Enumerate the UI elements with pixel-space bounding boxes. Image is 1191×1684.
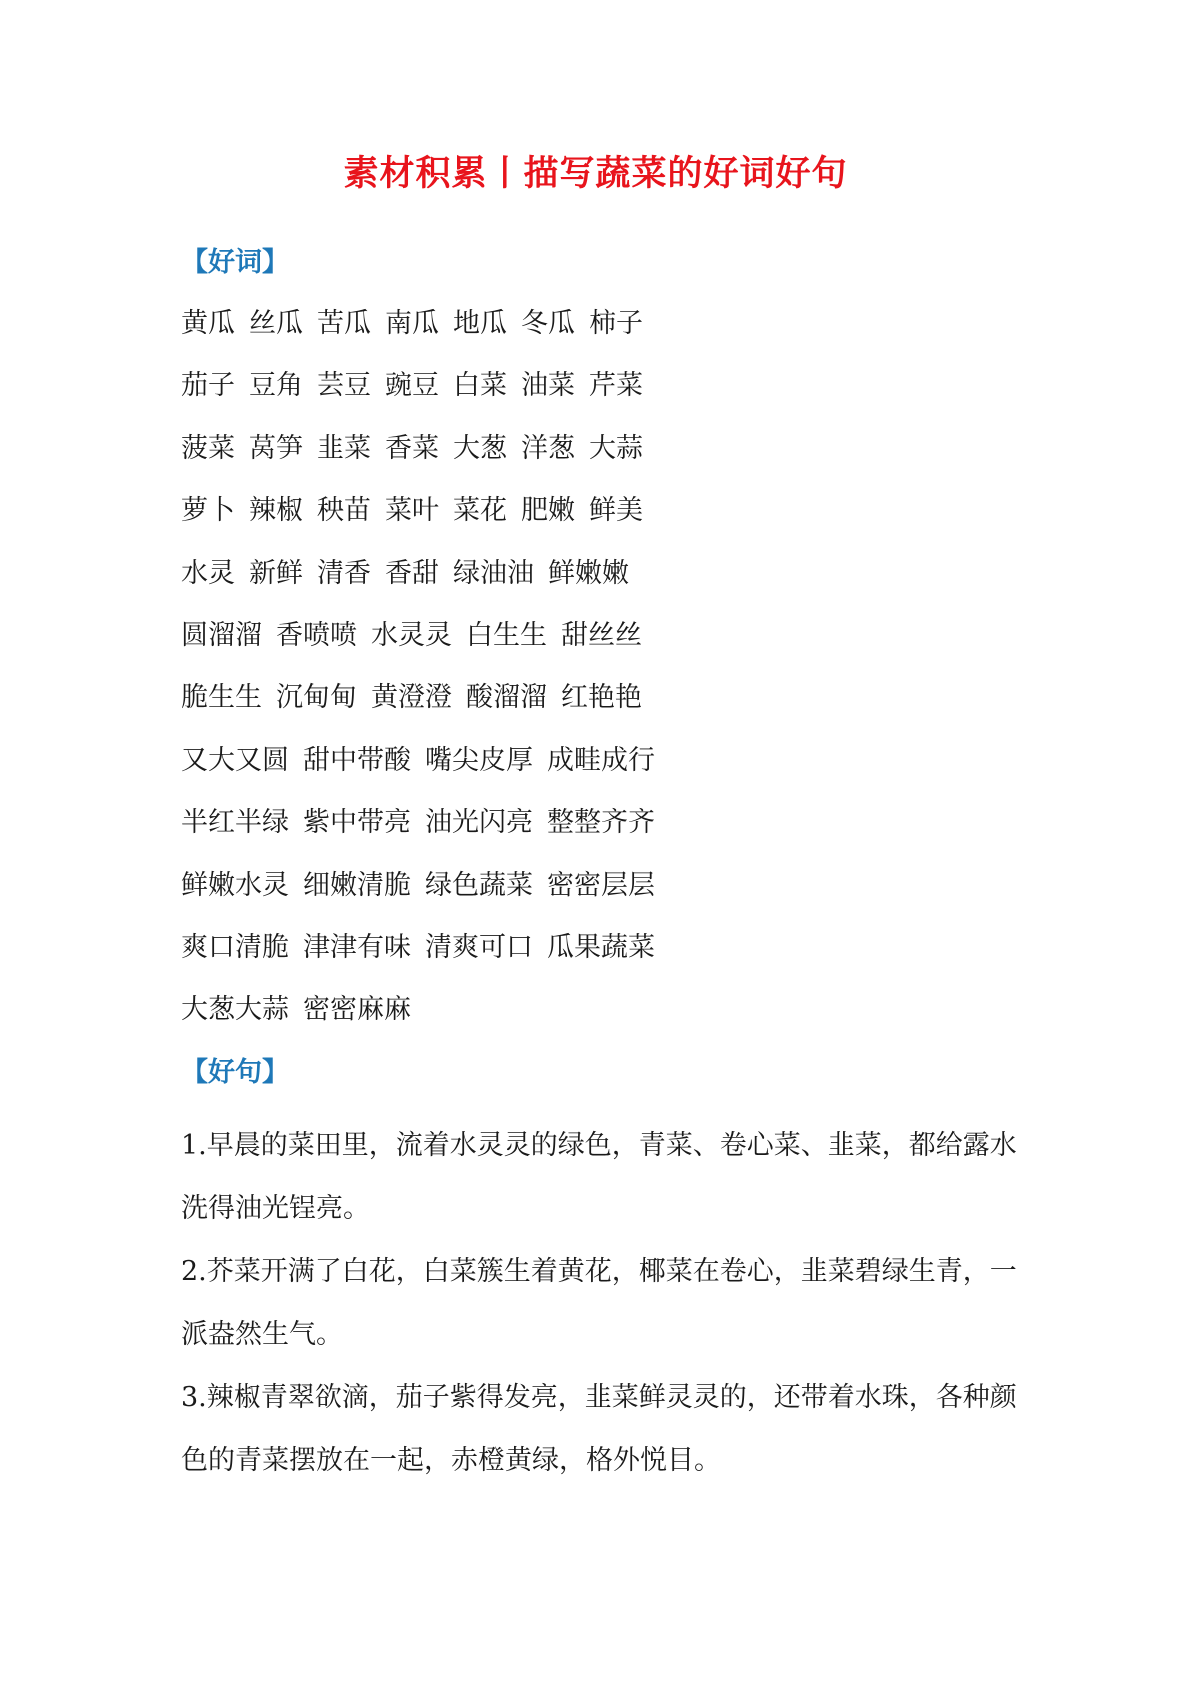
sentence-list — [181, 1114, 1021, 1492]
word-item: 地瓜 — [453, 308, 507, 339]
word-item: 鲜嫩水灵 — [181, 869, 289, 901]
word-item: 整整齐齐 — [547, 807, 655, 839]
word-item: 柿子 — [589, 308, 643, 339]
word-item: 酸溜溜 — [466, 682, 547, 714]
word-item: 大葱 — [453, 432, 507, 464]
word-item: 甜丝丝 — [561, 619, 642, 651]
word-item: 白生生 — [466, 619, 547, 651]
word-item: 香喷喷 — [276, 619, 357, 651]
word-row — [181, 990, 1021, 1030]
word-item: 苦瓜 — [317, 308, 371, 339]
word-item: 韭菜 — [317, 432, 371, 464]
word-item: 成畦成行 — [547, 744, 655, 776]
word-item: 油菜 — [521, 370, 575, 402]
word-item: 清爽可口 — [425, 931, 533, 963]
word-item: 大葱大蒜 — [181, 994, 289, 1026]
word-item: 紫中带亮 — [303, 807, 411, 839]
word-item: 又大又圆 — [181, 744, 289, 776]
word-row — [181, 429, 1021, 469]
word-item: 芹菜 — [589, 370, 643, 402]
word-item: 红艳艳 — [561, 682, 642, 714]
word-item: 白菜 — [453, 370, 507, 402]
word-item: 鲜嫩嫩 — [548, 557, 629, 589]
word-item: 黄瓜 — [181, 308, 235, 339]
sentence-item: 3.辣椒青翠欲滴，茄子紫得发亮，韭菜鲜灵灵的，还带着水珠，各种颜色的青菜摆放在一起，赤橙黄绿，格外悦目。 — [181, 1381, 1017, 1476]
word-item: 香甜 — [385, 557, 439, 589]
sentence-item: 2.芥菜开满了白花，白菜簇生着黄花，椰菜在卷心，韭菜碧绿生青，一派盎然生气。 — [181, 1255, 1017, 1350]
word-item: 嘴尖皮厚 — [425, 744, 533, 776]
word-item: 圆溜溜 — [181, 619, 262, 651]
word-row — [181, 928, 1021, 968]
word-item: 菜花 — [453, 495, 507, 527]
page-title: 素材积累丨描写蔬菜的好词好句 — [343, 153, 848, 194]
sentence-item: 1.早晨的菜田里，流着水灵灵的绿色，青菜、卷心菜、韭菜，都给露水洗得油光锃亮。 — [181, 1129, 1017, 1224]
word-item: 细嫩清脆 — [303, 869, 411, 901]
word-item: 黄澄澄 — [371, 682, 452, 714]
word-row — [181, 366, 1021, 406]
word-row — [181, 304, 1021, 344]
word-item: 密密层层 — [547, 869, 655, 901]
word-item: 莴笋 — [249, 432, 303, 464]
word-item: 菜叶 — [385, 495, 439, 527]
word-item: 脆生生 — [181, 682, 262, 714]
word-item: 爽口清脆 — [181, 931, 289, 963]
word-item: 半红半绿 — [181, 807, 289, 839]
word-item: 水灵灵 — [371, 619, 452, 651]
sentences-heading: 【好句】 — [181, 1056, 289, 1088]
word-item: 大蒜 — [589, 432, 643, 464]
word-item: 肥嫩 — [521, 495, 575, 527]
word-item: 豆角 — [249, 370, 303, 402]
word-item: 丝瓜 — [249, 308, 303, 339]
word-item: 南瓜 — [385, 308, 439, 339]
word-row — [181, 616, 1021, 656]
word-item: 新鲜 — [249, 557, 303, 589]
word-item: 水灵 — [181, 557, 235, 589]
word-item: 油光闪亮 — [425, 807, 533, 839]
word-item: 瓜果蔬菜 — [547, 931, 655, 963]
word-row — [181, 678, 1021, 718]
word-row — [181, 741, 1021, 781]
word-item: 津津有味 — [303, 931, 411, 963]
word-list — [181, 304, 1021, 1030]
word-row — [181, 803, 1021, 843]
word-item: 甜中带酸 — [303, 744, 411, 776]
word-item: 绿油油 — [453, 557, 534, 589]
words-heading: 【好词】 — [181, 247, 289, 278]
word-row — [181, 554, 1021, 594]
word-item: 秧苗 — [317, 495, 371, 527]
word-item: 芸豆 — [317, 370, 371, 402]
word-item: 豌豆 — [385, 370, 439, 402]
word-row — [181, 866, 1021, 906]
document-body — [181, 243, 1021, 1492]
word-item: 萝卜 — [181, 495, 235, 527]
word-item: 沉甸甸 — [276, 682, 357, 714]
word-item: 菠菜 — [181, 432, 235, 464]
word-item: 绿色蔬菜 — [425, 869, 533, 901]
word-item: 香菜 — [385, 432, 439, 464]
word-item: 辣椒 — [249, 495, 303, 527]
word-row — [181, 491, 1021, 531]
word-item: 茄子 — [181, 370, 235, 402]
word-item: 清香 — [317, 557, 371, 589]
word-item: 洋葱 — [521, 432, 575, 464]
word-item: 鲜美 — [589, 495, 643, 527]
word-item: 冬瓜 — [521, 308, 575, 339]
word-item: 密密麻麻 — [303, 994, 411, 1026]
